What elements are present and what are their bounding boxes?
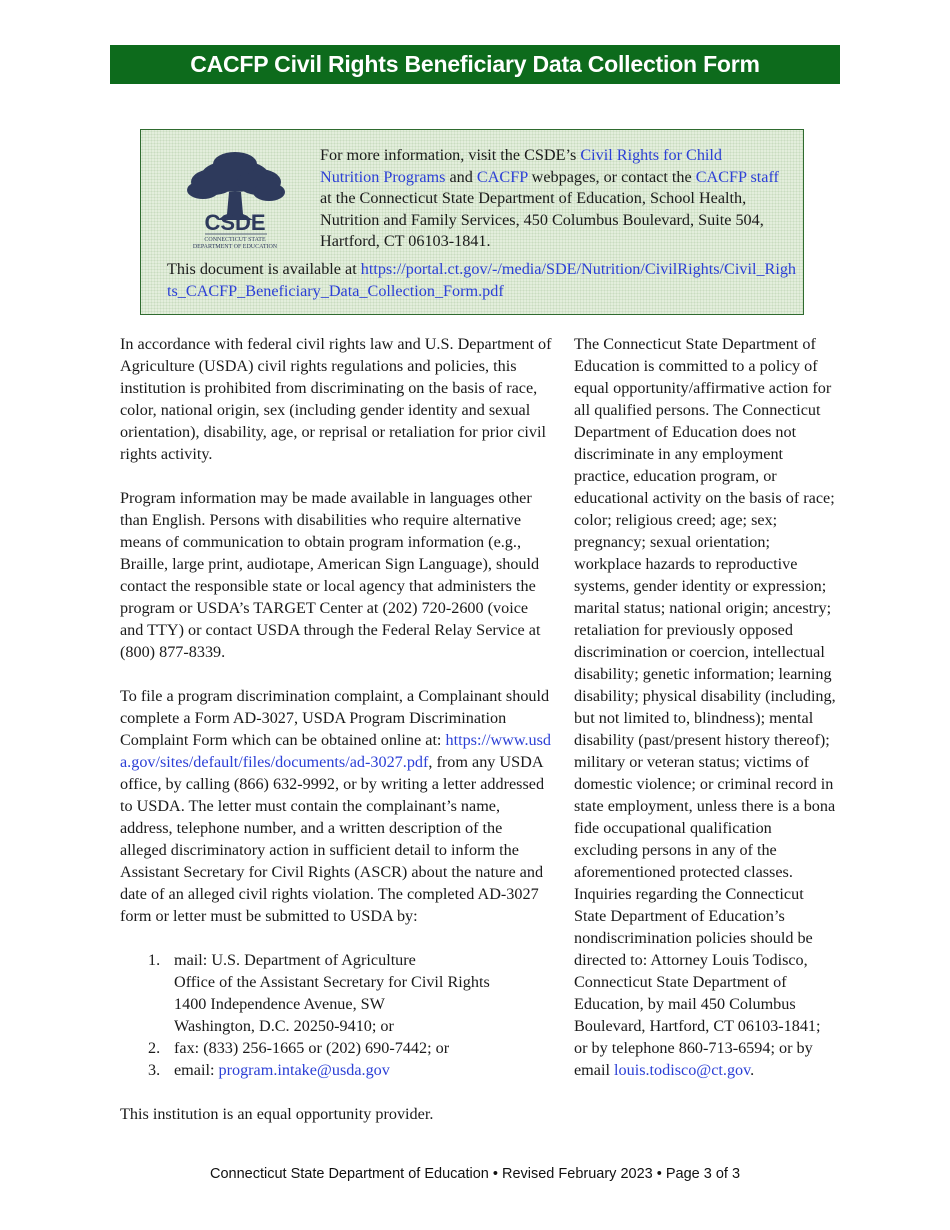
fax-text: fax: (833) 256-1665 or (202) 690-7442; or [174,1039,450,1057]
civil-rights-paragraph: In accordance with federal civil rights law and U.S. Department of Agriculture (USDA) civil rights regulations and policies, this institution is prohibited from discriminating on the basis of race, color, national origin, sex (including gender identity and sexual orientation), disability, age, or reprisal or retaliation for prior civil rights activity. [120,335,552,463]
info-text-1: For more information, visit the CSDE’s [320,146,581,164]
mail-line: mail: U.S. Department of Agriculture [174,951,416,969]
document-availability [167,259,797,302]
list-number: 1. [148,951,161,969]
list-number: 2. [148,1039,161,1057]
complaint-paragraph [120,685,552,927]
equal-opportunity-statement: This institution is an equal opportunity provider. [120,1105,434,1123]
left-column [120,333,552,1147]
language-access-paragraph: Program information may be made available in languages other than English. Persons with disabilities who require alternative means of communication to obtain program information (e.g., Braille, large print, audiotape, American Sign Language), should contact the responsible state or local agency that administers the program or USDA’s TARGET Center at (202) 720-2600 (voice and TTY) or contact USDA through the Federal Relay Service at (800) 877-8339. [120,489,541,661]
info-text [320,145,785,253]
usda-email-link[interactable]: program.intake@usda.gov [218,1061,390,1079]
todisco-email-link[interactable]: louis.todisco@ct.gov [614,1061,751,1079]
email-label: email: [174,1061,219,1079]
page-title: CACFP Civil Rights Beneficiary Data Collection Form [190,51,760,77]
logo-text: CSDE [204,210,266,235]
right-column [574,333,836,1081]
ad3027-link[interactable]: https://www.usda.gov/sites/default/files/documents/ad-3027.pdf [120,731,552,771]
complaint-text-b: , from any USDA office, by calling (866) 632-9992, or by writing a letter addressed to USDA. The letter must contain the complainant’s name, address, telephone number, and a written description of the alleged discriminatory action in sufficient detail to inform the Assistant Secretary for Civil Rights (ASCR) about the nature and date of an alleged civil rights violation. The completed AD-3027 form or letter must be submitted to USDA by: [120,753,545,925]
mail-line: Washington, D.C. 20250-9410; or [174,1017,394,1035]
civil-rights-link[interactable]: Civil Rights for Child Nutrition Programs [320,146,723,186]
list-item-fax [120,1037,552,1059]
sentence-end: . [750,1061,755,1079]
logo-subtext-1: CONNECTICUT STATE [204,237,266,243]
availability-text: This document is available at [167,260,361,278]
cacfp-staff-link[interactable]: CACFP staff [695,167,779,186]
info-box [140,129,804,315]
document-url-link[interactable]: https://portal.ct.gov/-/media/SDE/Nutrition/CivilRights/Civil_Rights_CACFP_Beneficiary_Data_Collection_Form.pdf [167,260,797,300]
title-bar [110,45,840,84]
nondiscrimination-paragraph [574,333,836,1081]
list-item-email [120,1059,552,1081]
info-text-2: and [445,167,477,186]
csde-logo [173,148,298,252]
mail-line: Office of the Assistant Secretary for Civil Rights [174,973,490,991]
mail-line: 1400 Independence Avenue, SW [174,995,385,1013]
complaint-text-a: To file a program discrimination complaint, a Complainant should complete a Form AD-3027, USDA Program Discrimination Complaint Form which can be obtained online at: [120,687,550,749]
cacfp-link[interactable]: CACFP [476,167,528,186]
logo-subtext-2: DEPARTMENT OF EDUCATION [192,244,278,250]
nondiscrimination-text: The Connecticut State Department of Education is committed to a policy of equal opportunity/affirmative action for all qualified persons. The Connecticut Department of Education does not discriminate in any employment practice, education program, or educational activity on the basis of race; color; religious creed; age; sex; pregnancy; sexual orientation; workplace hazards to reproductive systems, gender identity or expression; marital status; national origin; ancestry; retaliation for previously opposed discrimination or coercion, intellectual disability; genetic information; learning disability; physical disability (including, but not limited to, blindness); mental disability (past/present history thereof); military or veteran status; victims of domestic violence; or criminal record in state employment, unless there is a bona fide occupational qualification excluding persons in any of the aforementioned protected classes. Inquiries regarding the Connecticut State Department of Education’s nondiscrimination policies should be directed to: Attorney Louis Todisco, Connecticut State Department of Education, by mail 450 Columbus Boulevard, Hartford, CT 06103-1841; or by telephone 860-713-6594; or by email [574,335,836,1079]
page-footer: Connecticut State Department of Education • Revised February 2023 • Page 3 of 3 [209,1166,741,1182]
info-text-4: at the Connecticut State Department of Education, School Health, Nutrition and Family Services, 450 Columbus Boulevard, Suite 504, Hartford, CT 06103-1841. [320,189,764,250]
list-item-mail [120,949,552,1037]
list-number: 3. [148,1061,161,1079]
info-text-3: webpages, or contact the [527,167,696,186]
submission-list [120,949,552,1081]
